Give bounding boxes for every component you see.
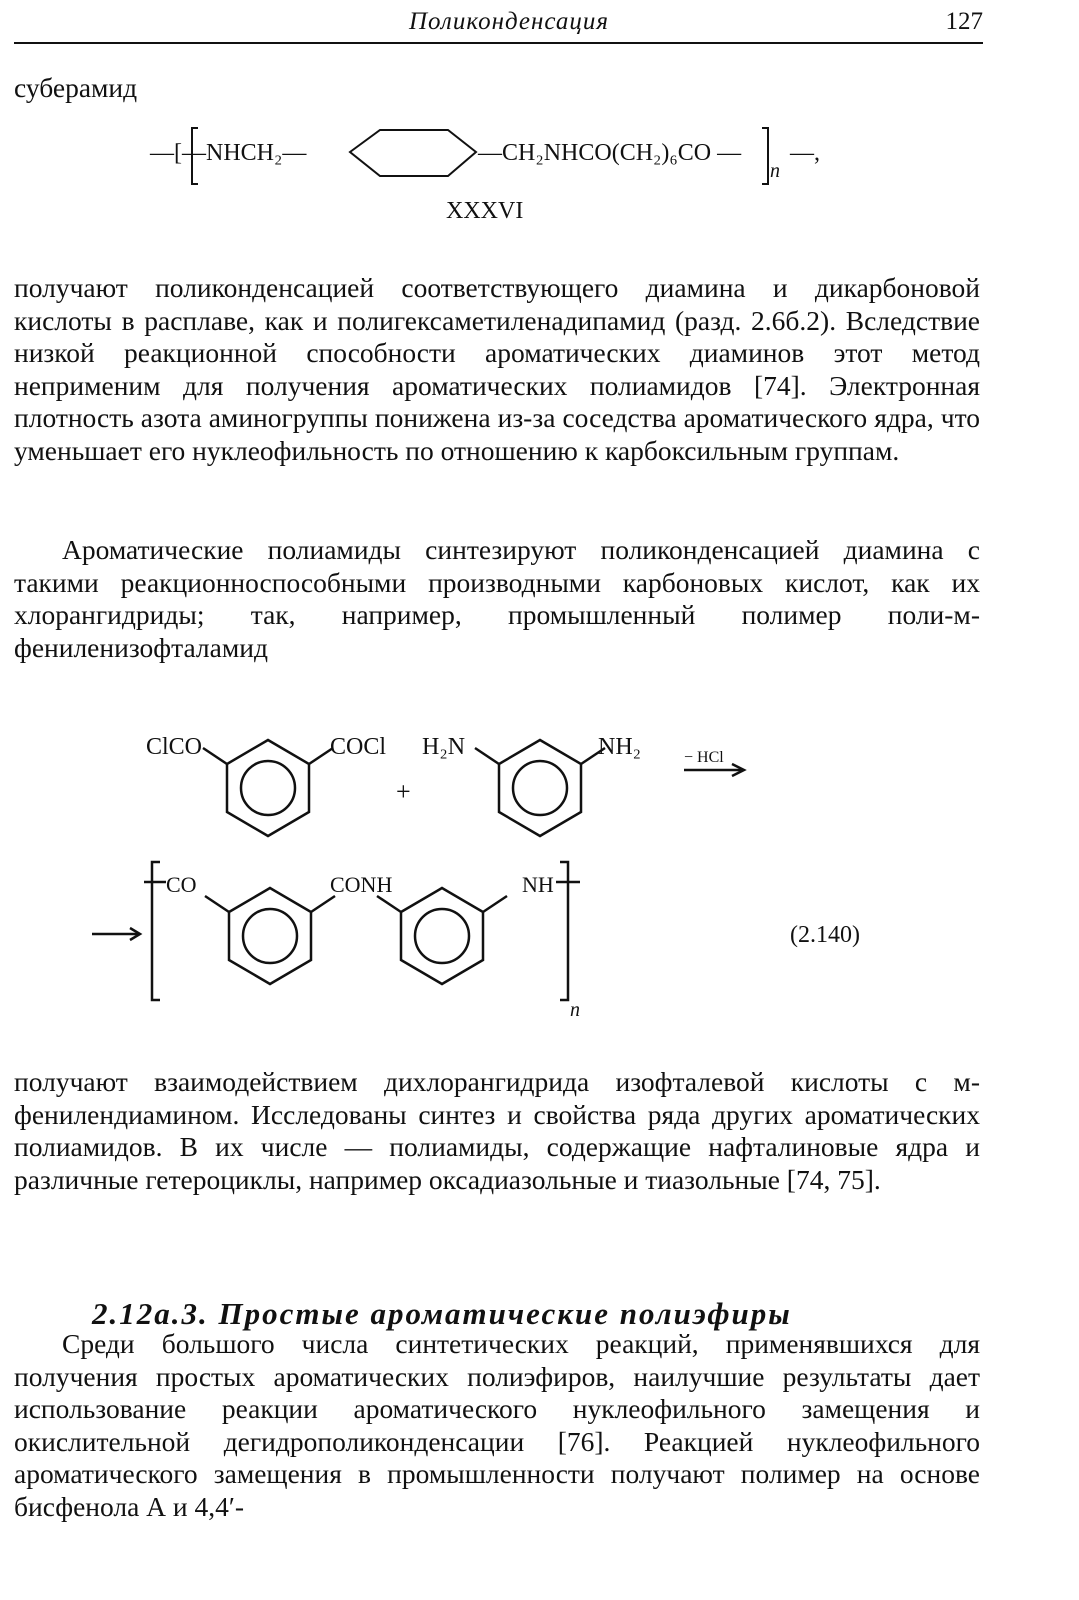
paragraph-2: Ароматические полиамиды синтезируют поликонденсацией диамина с такими реакционноспособными производными карбоновых кислот, как их хлорангидриды; так, например, промышленный полимер поли-м-фениленизофталамид bbox=[14, 534, 980, 663]
h2n-label: H₂N bbox=[422, 734, 466, 760]
repeat-subscript: n bbox=[570, 999, 580, 1021]
section-heading: 2.12а.3. Простые ароматические полиэфиры bbox=[92, 1296, 792, 1331]
plus-sign: + bbox=[396, 777, 411, 806]
formula-label: XXXVI bbox=[446, 198, 524, 224]
co-label: CO bbox=[166, 872, 197, 897]
formula-xxxvi-left: —[—NHCH₂— bbox=[150, 140, 307, 166]
formula-xxxvi-subscript: n bbox=[770, 160, 780, 182]
formula-xxxvi-tail: —, bbox=[790, 140, 820, 166]
nh2-label: NH₂ bbox=[598, 734, 642, 760]
paragraph-4: Среди большого числа синтетических реакций, применявшихся для получения простых ароматических полиэфиров, наилучшие результаты дает использование реакции ароматического нуклеофильного замещения и окислительной дегидрополиконденсации [76]. Реакцией нуклеофильного ароматического замещения в промышленности получают полимер на основе бисфенола А и 4,4′- bbox=[14, 1328, 980, 1522]
paragraph-3: получают взаимодействием дихлорангидрида изофталевой кислоты с м-фенилендиамином. Исследованы синтез и свойства ряда других ароматических полиамидов. В их числе — полиамиды, содержащие нафталиновые ядра и различные гетероциклы, например оксадиазольные и тиазольные [74, 75]. bbox=[14, 1066, 980, 1195]
cocl-label: COCl bbox=[330, 734, 387, 760]
page-number: 127 bbox=[945, 8, 983, 35]
formula-xxxvi-right: —CH₂NHCO(CH₂)₆CO — bbox=[478, 140, 742, 166]
hcl-byproduct: − HCl bbox=[684, 749, 724, 766]
conh-label: CONH bbox=[330, 872, 393, 897]
nh-label: NH bbox=[522, 872, 554, 897]
running-title: Поликонденсация bbox=[409, 8, 609, 35]
paragraph-1: получают поликонденсацией соответствующего диамина и дикарбоновой кислоты в расплаве, как и полигексаметиленадипамид (разд. 2.6б.2). Вследствие низкой реакционной способности ароматических диаминов этот метод неприменим для получения ароматических полиамидов [74]. Электронная плотность азота аминогруппы понижена из-за соседства ароматического ядра, что уменьшает его нуклеофильность по отношению к карбоксильным группам. bbox=[14, 272, 980, 466]
clco-label: ClCO bbox=[146, 734, 203, 760]
intro-word: суберамид bbox=[14, 72, 138, 103]
equation-number: (2.140) bbox=[790, 922, 860, 948]
